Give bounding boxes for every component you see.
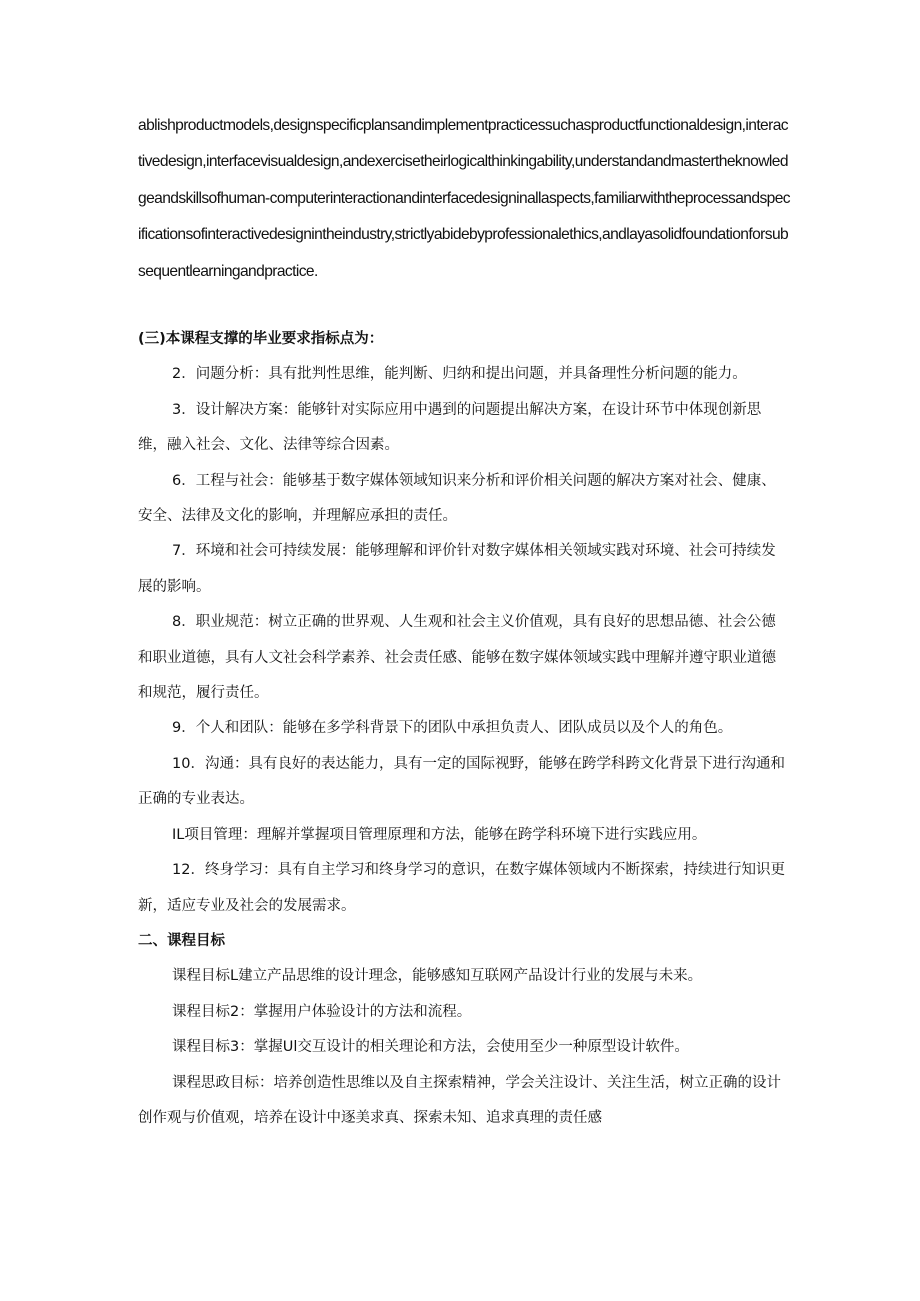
objective-item: 课程思政目标：培养创造性思维以及自主探索精神，学会关注设计、关注生活，树立正确的设计创作观与价值观，培养在设计中逐美求真、探索未知、追求真理的责任感	[138, 1074, 781, 1126]
requirement-item: 3．设计解决方案：能够针对实际应用中遇到的问题提出解决方案，在设计环节中体现创新思维，融入社会、文化、法律等综合因素。	[138, 401, 762, 454]
english-paragraph: ablishproductmodels,designspecificplansandimplementpracticessuchasproductfunctionaldesign,interactivedesign,interfacevisualdesign,andexercisetheirlogicalthinkingability,understandandmastertheknowledgeandskillsofhuman-computerinteractionandinterfacedesigninallaspects,familiarwiththeprocessandspecificationsofinteractivedesignintheindustry,strictlyabidebyprofessionalethics,andlayasolidfoundationforsubsequentlearningandpractice.	[138, 117, 790, 280]
section-heading-course-objectives: 二、课程目标	[138, 932, 225, 949]
chinese-body	[138, 322, 790, 1136]
objective-item: 课程目标2：掌握用户体验设计的方法和流程。	[172, 1003, 472, 1020]
requirement-item: 9．个人和团队：能够在多学科背景下的团队中承担负责人、团队成员以及个人的角色。	[172, 720, 733, 737]
requirement-item: 2．问题分析：具有批判性思维，能判断、归纳和提出问题，并具备理性分析问题的能力。	[172, 366, 747, 383]
objective-item: 课程目标3：掌握Ul交互设计的相关理论和方法，会使用至少一种原型设计软件。	[172, 1039, 689, 1056]
requirement-item: IL项目管理：理解并掌握项目管理原理和方法，能够在跨学科环境下进行实践应用。	[172, 826, 707, 843]
requirement-item: 8．职业规范：树立正确的世界观、人生观和社会主义价值观，具有良好的思想品德、社会公德和职业道德，具有人文社会科学素养、社会责任感、能够在数字媒体领域实践中理解并遵守职业道德和规范，履行责任。	[138, 614, 776, 702]
objective-item: 课程目标L建立产品思维的设计理念，能够感知互联网产品设计行业的发展与未来。	[172, 968, 703, 985]
requirement-item: 12．终身学习：具有自主学习和终身学习的意识，在数字媒体领域内不断探索，持续进行知识更新，适应专业及社会的发展需求。	[138, 862, 785, 914]
requirement-item: 7．环境和社会可持续发展：能够理解和评价针对数字媒体相关领域实践对环境、社会可持续发展的影响。	[138, 543, 776, 595]
section-heading-graduation-requirements: (三)本课程支撑的毕业要求指标点为：	[138, 331, 384, 347]
requirement-item: 10．沟通：具有良好的表达能力，具有一定的国际视野，能够在跨学科跨文化背景下进行沟通和正确的专业表达。	[138, 755, 785, 808]
requirement-item: 6．工程与社会：能够基于数字媒体领域知识来分析和评价相关问题的解决方案对社会、健康、安全、法律及文化的影响，并理解应承担的责任。	[138, 472, 776, 525]
